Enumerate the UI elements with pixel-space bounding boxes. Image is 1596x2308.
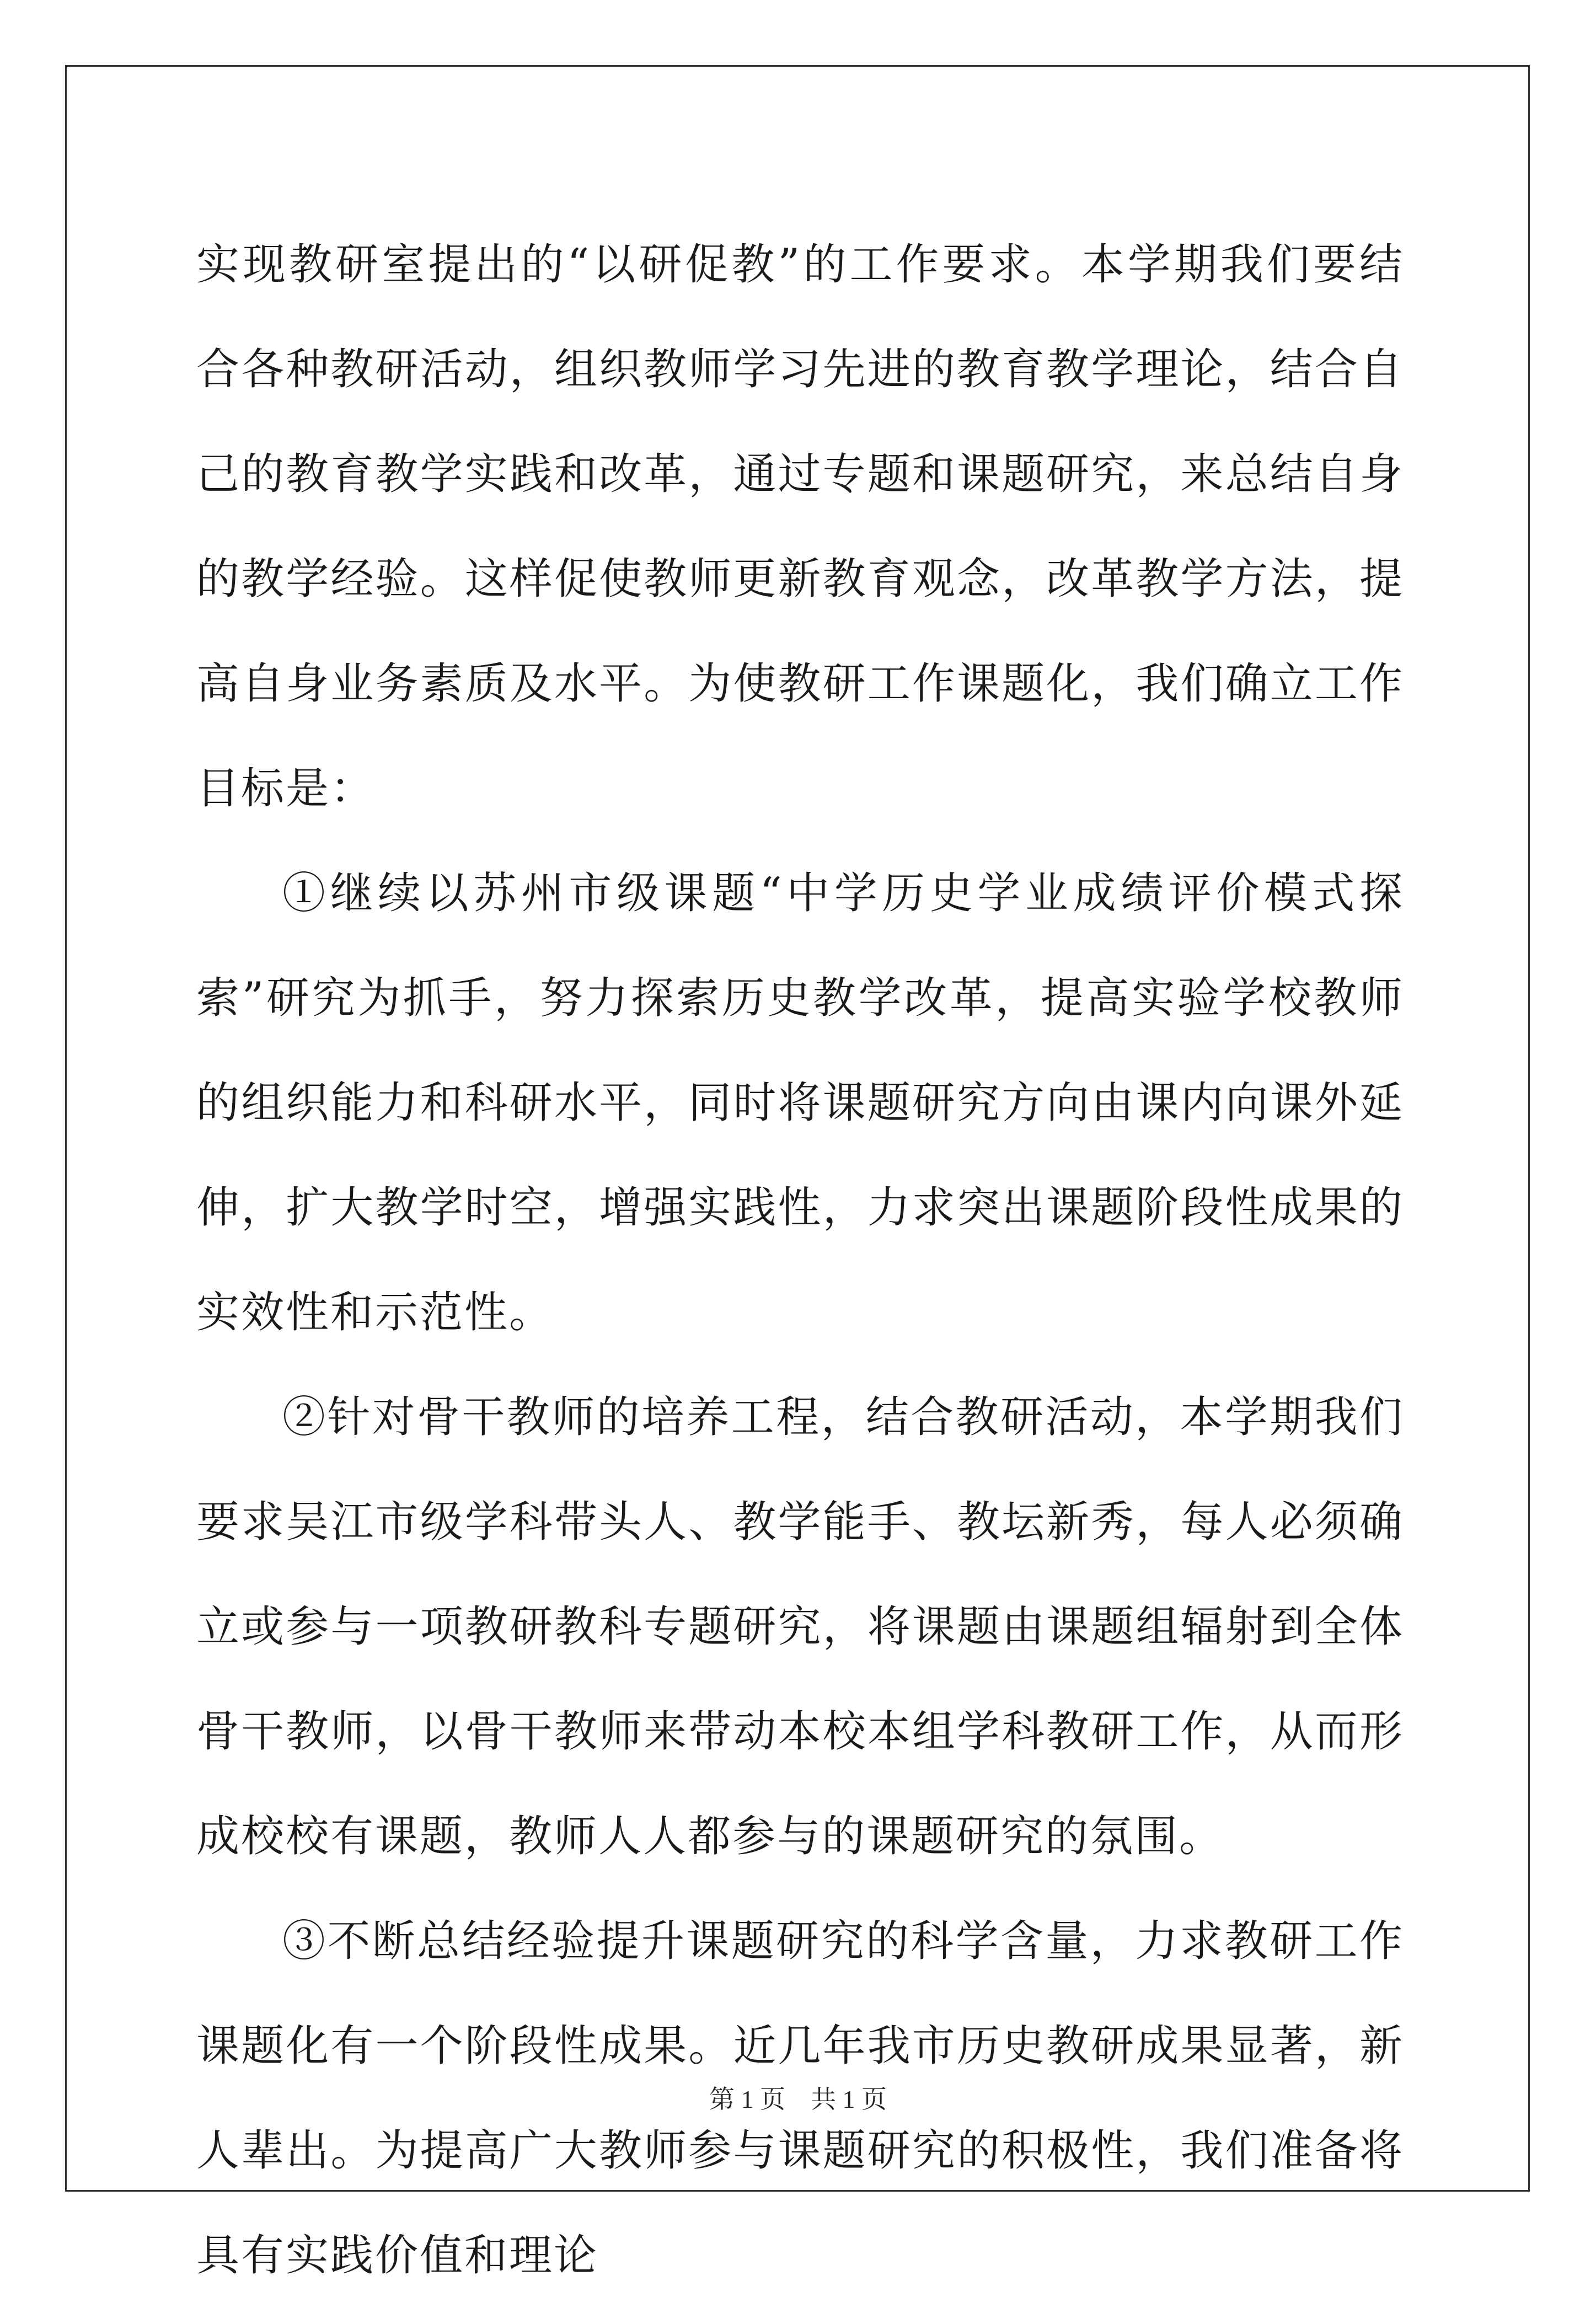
document-body [196,212,1404,2308]
paragraph-goal-3: ③不断总结经验提升课题研究的科学含量，力求教研工作课题化有一个阶段性成果。近几年我市历史教研成果显著，新人辈出。为提高广大教师参与课题研究的积极性，我们准备将具有实践价值和理论 [196,1916,1404,2280]
paragraph-goal-2: ②针对骨干教师的培养工程，结合教研活动，本学期我们要求吴江市级学科带头人、教学能手、教坛新秀，每人必须确立或参与一项教研教科专题研究，将课题由课题组辐射到全体骨干教师，以骨干教师来带动本校本组学科教研工作，从而形成校校有课题，教师人人都参与的课题研究的氛围。 [196,1393,1404,1861]
paragraph-intro: 实现教研室提出的“以研促教”的工作要求。本学期我们要结合各种教研活动，组织教师学习先进的教育教学理论，结合自己的教育教学实践和改革，通过专题和课题研究，来总结自身的教学经验。这样促使教师更新教育观念，改革教学方法，提高自身业务素质及水平。为使教研工作课题化，我们确立工作目标是： [196,240,1404,813]
paragraph-goal-1: ①继续以苏州市级课题“中学历史学业成绩评价模式探索”研究为抓手，努力探索历史教学改革，提高实验学校教师的组织能力和科研水平，同时将课题研究方向由课内向课外延伸，扩大教学时空，增强实践性，力求突出课题阶段性成果的实效性和示范性。 [196,869,1404,1337]
page-number: 第 1 页 共 1 页 [709,2085,887,2113]
